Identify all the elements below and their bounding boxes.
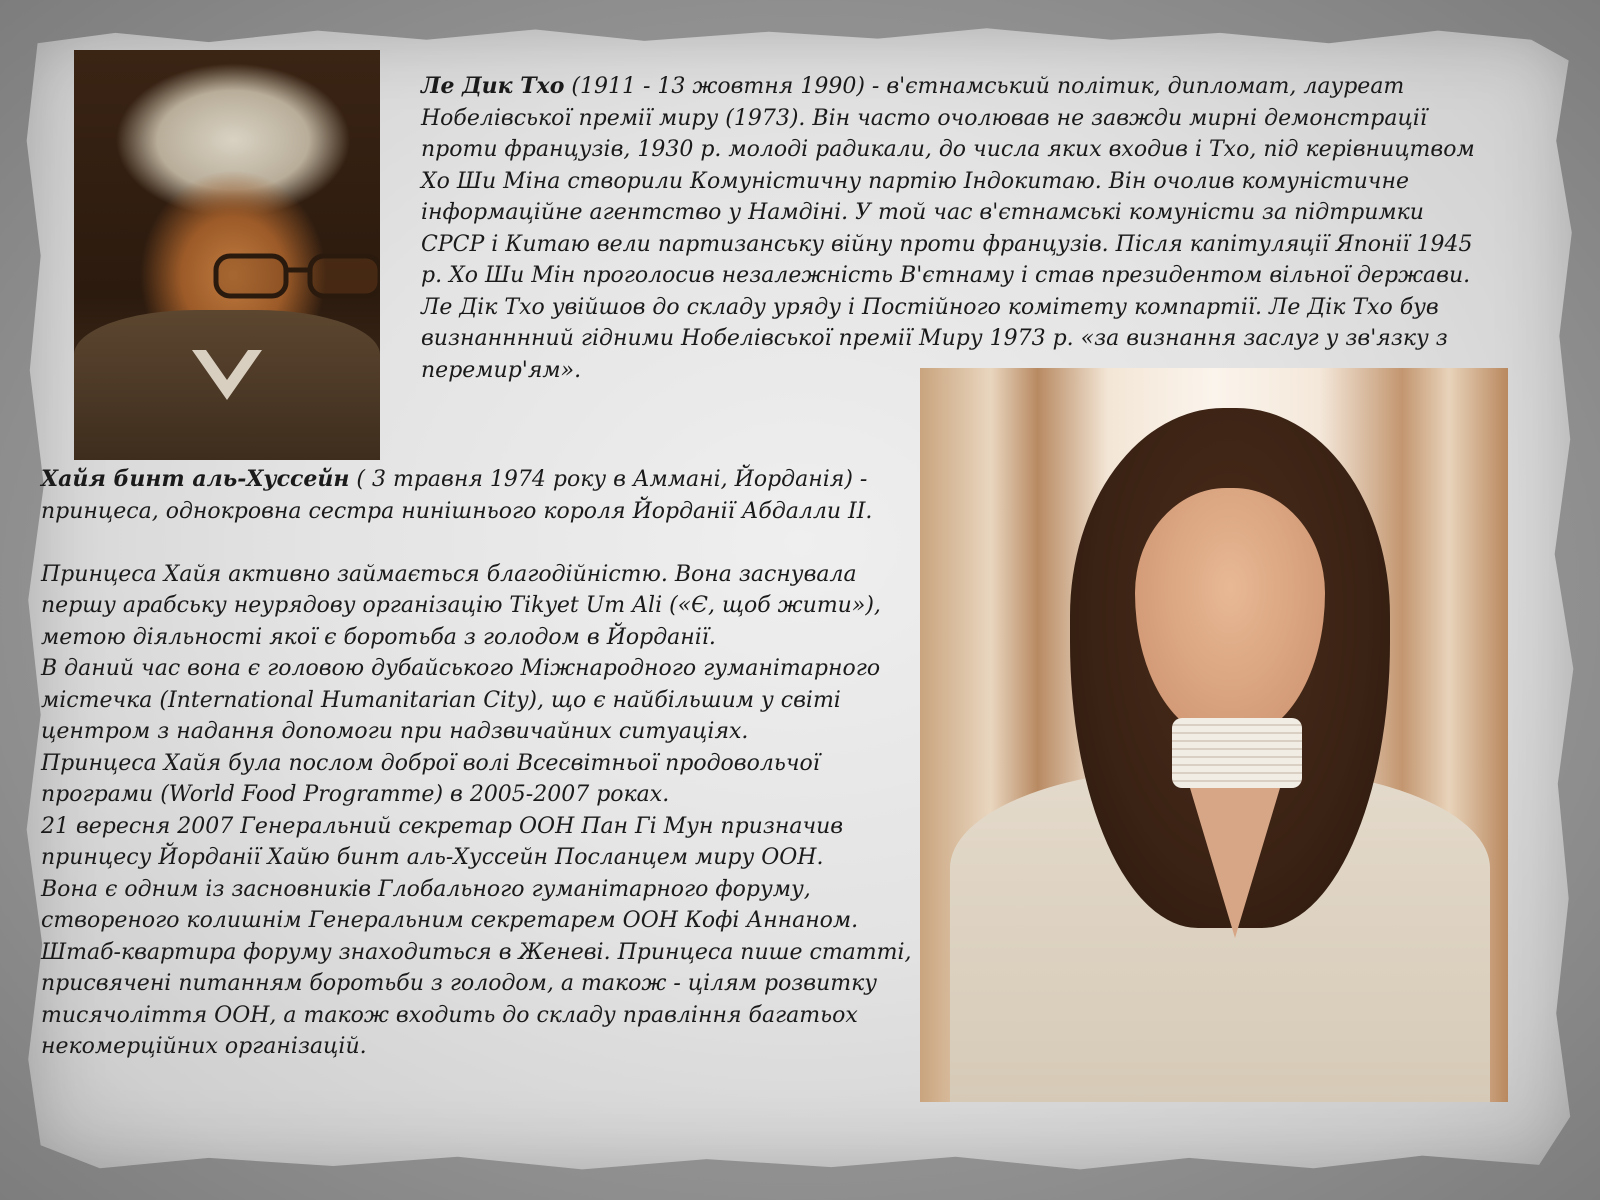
- bio-line: Принцеса Хайя активно займається благодійністю. Вона заснувала: [41, 561, 857, 587]
- person-name: Хайя бинт аль-Хуссейн: [41, 466, 350, 492]
- bio-line: проти французів, 1930 р. молоді радикали, до числа яких входив і Тхо, під керівництвом: [421, 137, 1475, 162]
- portrait-choker: [1172, 718, 1302, 788]
- bio-line: Ле Дік Тхо увійшов до складу уряду і Постійного комітету компартії. Ле Дік Тхо був: [421, 294, 1439, 320]
- bio-line: 21 вересня 2007 Генеральний секретар ООН Пан Гі Мун призначив: [41, 813, 844, 839]
- bio-line: Хайя бинт аль-Хуссейн ( 3 травня 1974 року в Аммані, Йорданія) -: [41, 466, 868, 492]
- bio-line: принцесу Йорданії Хайю бинт аль-Хуссейн Посланцем миру ООН.: [41, 845, 824, 870]
- paragraph-gap: [41, 527, 916, 559]
- bio-line: центром з надання допомоги при надзвичайних ситуаціях.: [41, 719, 749, 744]
- bio-line: Хо Ши Міна створили Комуністичну партію Індокитаю. Він очолив комуністичне: [421, 168, 1410, 194]
- bio-line: Принцеса Хайя була послом доброї волі Всесвітньої продовольчої: [41, 750, 820, 776]
- bio-line: визнанннний гідними Нобелівської премії Миру 1973 р. «за визнання заслуг у зв'язку з: [421, 326, 1448, 351]
- haya-bio: [41, 464, 916, 1063]
- bio-line: містечка (International Humanitarian City), що є найбільшим у світі: [41, 687, 841, 713]
- bio-line: присвячені питанням боротьби з голодом, а також - цілям розвитку: [41, 971, 878, 996]
- bio-line: р. Хо Ши Мін проголосив незалежність В'єтнаму і став президентом вільної держави.: [421, 263, 1471, 288]
- haya-portrait: [920, 368, 1508, 1102]
- bio-line: перемир'ям».: [421, 357, 582, 383]
- bio-line: інформаційне агентство у Намдіні. У той час в'єтнамські комуністи за підтримки: [421, 200, 1424, 225]
- bio-line: СРСР і Китаю вели партизанську війну проти французів. Після капітуляції Японії 1945: [421, 231, 1473, 257]
- glasses-shape: [212, 250, 380, 302]
- bio-line: Ле Дик Тхо (1911 - 13 жовтня 1990) - в'єтнамський політик, дипломат, лауреат: [421, 73, 1405, 99]
- bio-line: програми (World Food Programme) в 2005-2007 роках.: [41, 782, 670, 807]
- le-duc-tho-portrait: [74, 50, 380, 460]
- bio-line: першу арабську неурядову організацію Tikyet Um Ali («Є, щоб жити»),: [41, 593, 881, 618]
- bio-line: створеного колишнім Генеральним секретарем ООН Кофі Аннаном.: [41, 908, 859, 933]
- bio-line: Штаб-квартира форуму знаходиться в Женеві. Принцеса пише статті,: [41, 939, 912, 965]
- bio-line: Вона є одним із засновників Глобального гуманітарного форуму,: [41, 876, 811, 902]
- bio-line: Нобелівської премії миру (1973). Він часто очолював не завжди мирні демонстрації: [421, 105, 1427, 131]
- bio-line: тисячоліття ООН, а також входить до складу правління багатьох: [41, 1002, 858, 1028]
- bio-line: метою діяльності якої є боротьба з голодом в Йорданії.: [41, 624, 716, 650]
- bio-line: некомерційних організацій.: [41, 1034, 367, 1059]
- bio-line: принцеса, однокровна сестра нинішнього короля Йорданії Абдалли II.: [41, 498, 873, 524]
- bio-line: В даний час вона є головою дубайського Міжнародного гуманітарного: [41, 656, 881, 681]
- le-duc-tho-bio: [421, 71, 1475, 386]
- person-name: Ле Дик Тхо: [421, 73, 565, 99]
